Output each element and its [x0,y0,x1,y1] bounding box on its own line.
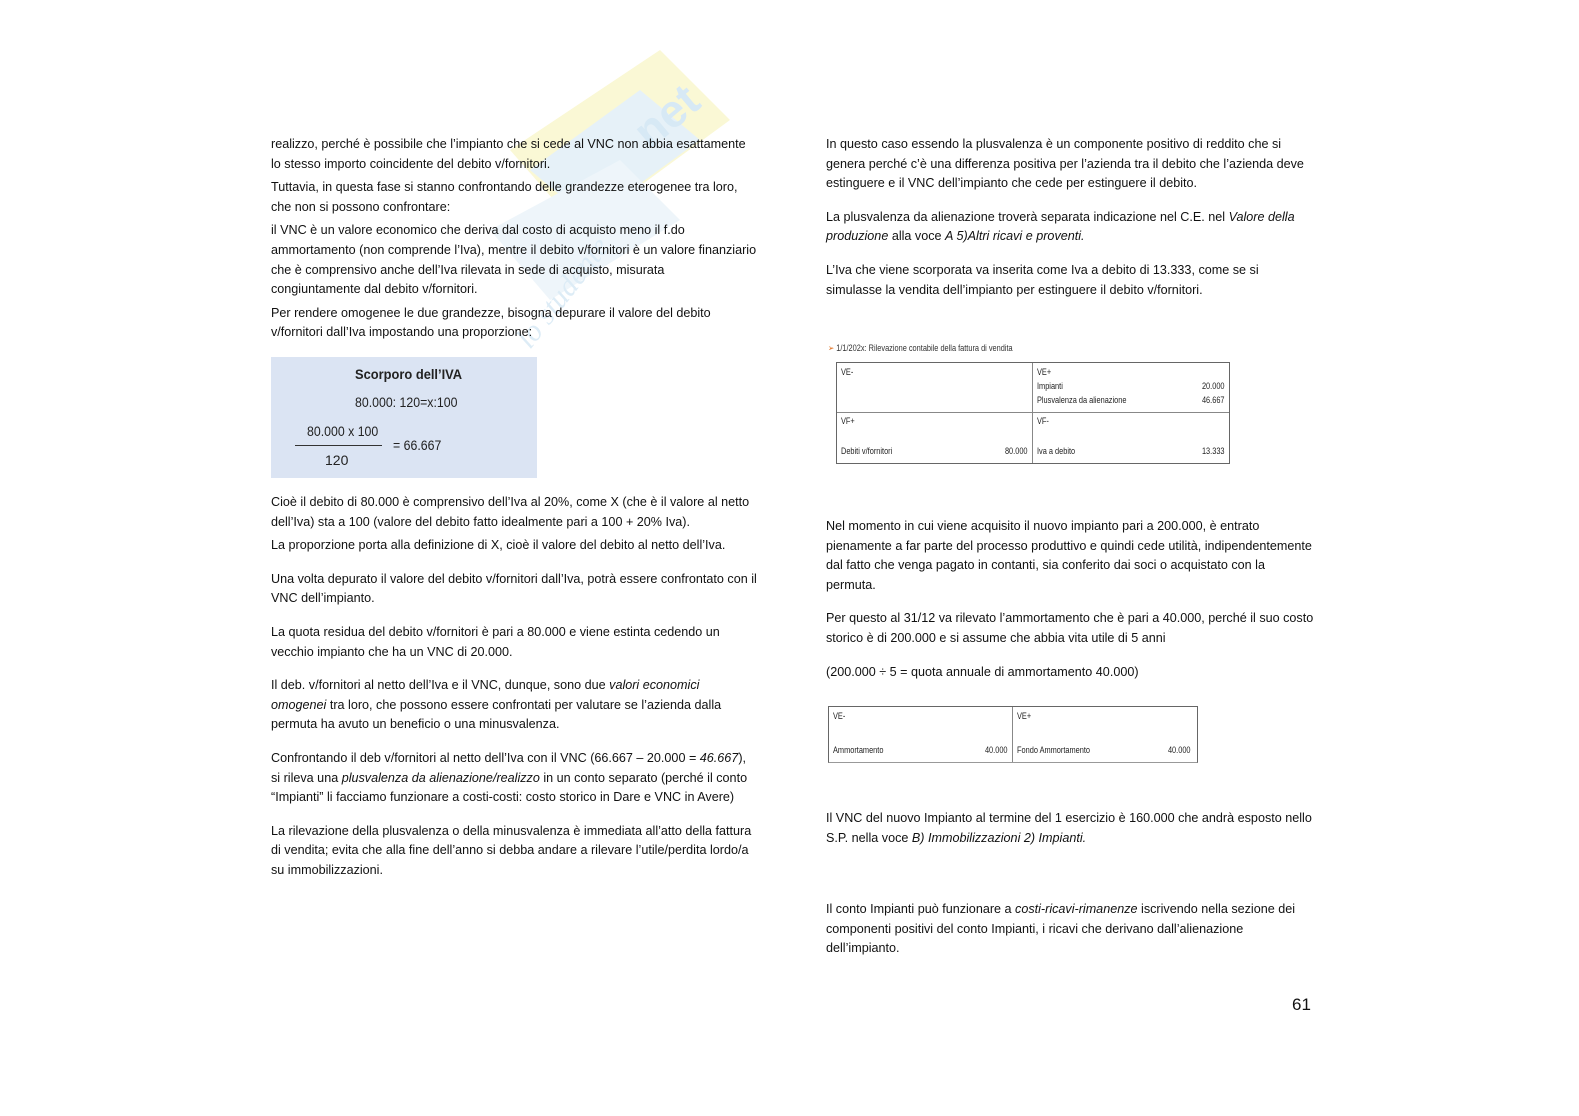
paragraph: Cioè il debito di 80.000 è comprensivo dell’Iva al 20%, come X (che è il valore al netto dell’Iva) sta a 100 (valore del debito fatto idealmente pari a 100 + 20% Iva). [271,495,750,529]
cell-vf-minus: VF- [1037,416,1049,426]
iva-numerator: 80.000 x 100 [307,423,379,439]
cell-ammortamento-value: 40.000 [985,745,1008,755]
cell-fondo-value: 40.000 [1168,745,1191,755]
cell-ve-minus: VE- [833,711,846,721]
paragraph: Il deb. v/fornitori al netto dell’Iva e il VNC, dunque, sono due valori economici omogenei tra loro, che possono essere confrontati per valutare se l’azienda dalla permuta ha avuto un beneficio o una minusvalenza. [271,678,722,732]
paragraph: Il conto Impianti può funzionare a costi-ricavi-rimanenze iscrivendo nella sezione dei componenti positivi del conto Impianti, i ricavi che derivano dall’alienazione dell’impianto. [826,902,1296,956]
cell-ve-plus: VE+ [1037,367,1052,377]
iva-scorporo-box [271,357,537,478]
cell-vf-plus: VF+ [841,416,855,426]
paragraph: La rilevazione della plusvalenza o della minusvalenza è immediata all’atto della fattura di vendita; evita che alla fine dell’anno si debba andare a rilevare l’utile/perdita lordo/a su immobilizzazioni. [271,823,752,877]
paragraph: La quota residua del debito v/fornitori è pari a 80.000 e viene estinta cedendo un vecchio impianto che ha un VNC di 20.000. [271,624,720,659]
paragraph: Per questo al 31/12 va rilevato l’ammortamento che è pari a 40.000, perché il suo costo storico è di 200.000 e si assume che abbia vita utile di 5 anni [826,611,1314,645]
arrow-bullet-icon: ➢ [828,343,835,353]
paragraph: Il VNC del nuovo Impianto al termine del 1 esercizio è 160.000 che andrà esposto nello S.P. nella voce B) Immobilizzazioni 2) Impianti. [826,811,1312,845]
cell-impianti-value: 20.000 [1202,381,1225,391]
paragraph: il VNC è un valore economico che deriva dal costo di acquisto meno il f.do ammortamento (non comprende l’Iva), mentre il debito v/fornitori è un valore finanziario che è comprensivo anche dell’Iva rilevata in sede di acquisto, misurata congiuntamente dal debito v/fornitori. [271,223,757,297]
svg-text:lo studente: lo studente [509,230,617,355]
cell-ve-minus: VE- [841,367,854,377]
cell-iva-value: 13.333 [1202,446,1225,456]
cell-ammortamento-label: Ammortamento [833,745,884,755]
right-column-lower [826,809,1316,959]
paragraph: La proporzione porta alla definizione di X, cioè il valore del debito al netto dell’Iva. [271,538,726,553]
paragraph: Confrontando il deb v/fornitori al netto dell’Iva con il VNC (66.667 – 20.000 = 46.667), si rileva una plusvalenza da alienazione/realizzo in un conto separato (perché il conto “Impianti” li facciamo funzionare a costi-costi: costo storico in Dare e VNC in Avere) [271,750,748,805]
cell-iva-label: Iva a debito [1037,446,1076,456]
right-column-middle [826,517,1316,682]
cell-plusvalenza-label: Plusvalenza da alienazione [1037,395,1127,405]
cell-fondo-label: Fondo Ammortamento [1017,745,1091,755]
accounting-table-ammortamento [828,706,1198,763]
paragraph: Nel momento in cui viene acquisito il nuovo impianto pari a 200.000, è entrato pienamente a far parte del processo produttivo e quindi cede utilità, indipendentemente dal fatto che venga pagato in contanti, sia conferito dai soci o acquistato con la permuta. [826,519,1312,592]
paragraph: realizzo, perché è possibile che l’impianto che si cede al VNC non abbia esattamente lo stesso importo coincidente del debito v/fornitori. [271,137,746,171]
right-column [826,135,1316,300]
left-column [271,135,757,343]
paragraph: (200.000 ÷ 5 = quota annuale di ammortamento 40.000) [826,664,1139,679]
paragraph: L’Iva che viene scorporata va inserita come Iva a debito di 13.333, come se si simulasse la vendita dell’impianto per estinguere il debito v/fornitori. [826,262,1259,297]
iva-proportion: 80.000: 120=x:100 [355,394,458,410]
accounting-table-sale [836,362,1230,464]
cell-debiti-value: 80.000 [1005,446,1028,456]
paragraph: In questo caso essendo la plusvalenza è un componente positivo di reddito che si genera perché c’è una differenza positiva per l’azienda tra il debito che l’azienda deve estinguere e il VNC dell’impianto che cede per estinguere il debito. [826,137,1304,191]
paragraph: Una volta depurato il valore del debito v/fornitori dall’Iva, potrà essere confrontato con il VNC dell’impianto. [271,571,757,606]
cell-impianti-label: Impianti [1037,381,1063,391]
fraction-line [295,445,382,446]
page-number: 61 [1292,995,1311,1014]
paragraph: La plusvalenza da alienazione troverà separata indicazione nel C.E. nel Valore della produzione alla voce A 5)Altri ricavi e proventi. [826,209,1295,244]
svg-text:net: net [623,73,710,158]
cell-plusvalenza-value: 46.667 [1202,395,1225,405]
iva-denominator: 120 [325,452,349,468]
paragraph: Per rendere omogenee le due grandezze, bisogna depurare il valore del debito v/fornitori dall’Iva impostando una proporzione: [271,305,711,340]
iva-box-title: Scorporo dell’IVA [355,366,463,382]
cell-ve-plus: VE+ [1017,711,1032,721]
cell-debiti-label: Debiti v/fornitori [841,446,893,456]
left-column-lower [271,493,757,881]
paragraph: Tuttavia, in questa fase si stanno confrontando delle grandezze eterogenee tra loro, che non si possono confrontare: [271,180,738,214]
iva-result: = 66.667 [393,437,442,453]
table-caption: ➢ 1/1/202x: Rilevazione contabile della fattura di vendita [828,343,1013,353]
